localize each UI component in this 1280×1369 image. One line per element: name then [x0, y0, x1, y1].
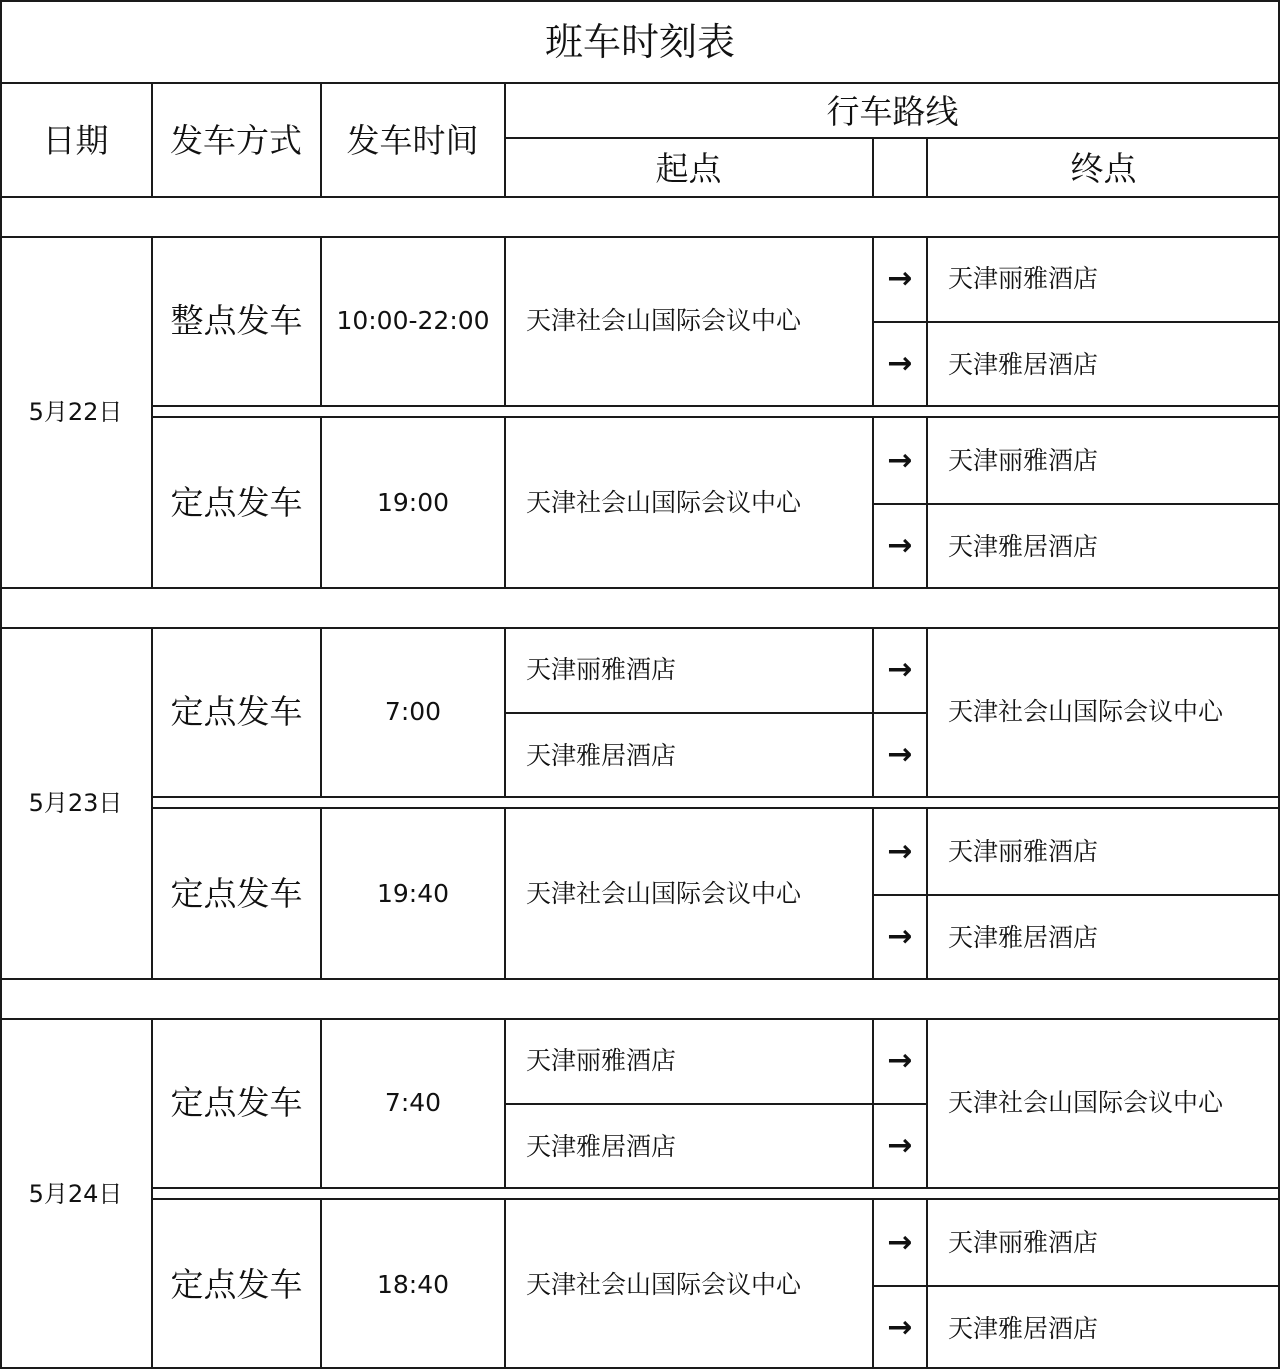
route-arrow-icon: →: [887, 1224, 913, 1260]
departure-mode-cell: 定点发车: [170, 692, 303, 731]
start-location-cell: 天津雅居酒店: [526, 740, 677, 770]
departure-mode-cell: 定点发车: [170, 1083, 303, 1122]
header-end: 终点: [1070, 149, 1137, 188]
start-location-cell: 天津社会山国际会议中心: [526, 1270, 802, 1299]
header-time: 发车时间: [346, 121, 479, 160]
route-header-divider: [504, 137, 1280, 139]
header-date: 日期: [42, 121, 109, 160]
route-arrow-icon: →: [887, 833, 913, 869]
end-location-cell: 天津雅居酒店: [948, 531, 1099, 561]
end-location-cell: 天津丽雅酒店: [948, 264, 1099, 293]
route-arrow-icon: →: [887, 1042, 913, 1078]
start-location-cell: 天津社会山国际会议中心: [526, 306, 802, 335]
day-date-cell: 5月22日: [28, 397, 123, 426]
end-location-cell: 天津社会山国际会议中心: [948, 1088, 1224, 1117]
end-location-cell: 天津丽雅酒店: [948, 1228, 1099, 1257]
route-arrow-icon: →: [887, 346, 913, 381]
start-location-cell: 天津丽雅酒店: [526, 1046, 677, 1075]
header-column-divider: [151, 82, 153, 198]
start-location-cell: 天津社会山国际会议中心: [526, 879, 802, 908]
departure-time-cell: 7:00: [384, 697, 442, 726]
start-location-cell: 天津社会山国际会议中心: [526, 488, 802, 517]
route-arrow-icon: →: [887, 1310, 913, 1345]
end-location-cell: 天津丽雅酒店: [948, 446, 1099, 475]
route-arrow-icon: →: [887, 528, 913, 563]
departure-mode-cell: 定点发车: [170, 1265, 303, 1304]
day-date-cell: 5月24日: [28, 1179, 123, 1208]
departure-time-cell: 7:40: [384, 1088, 442, 1117]
group-divider: [151, 405, 1280, 407]
route-arrow-icon: →: [887, 737, 913, 772]
header-column-divider: [926, 137, 928, 198]
header-column-divider: [872, 137, 874, 198]
group-divider: [151, 1187, 1280, 1189]
departure-mode-cell: 定点发车: [170, 483, 303, 522]
route-arrow-icon: →: [887, 919, 913, 954]
departure-time-cell: 18:40: [376, 1270, 450, 1299]
table-border-top: [0, 0, 1280, 2]
timetable-title: 班车时刻表: [544, 20, 735, 64]
group-divider: [151, 796, 1280, 798]
header-mode: 发车方式: [170, 121, 302, 160]
end-location-cell: 天津丽雅酒店: [948, 837, 1099, 866]
start-location-cell: 天津雅居酒店: [526, 1131, 677, 1161]
departure-time-cell: 19:00: [376, 488, 450, 517]
end-location-cell: 天津雅居酒店: [948, 1313, 1099, 1343]
route-arrow-icon: →: [887, 651, 913, 687]
departure-time-cell: 10:00-22:00: [336, 306, 490, 335]
end-location-cell: 天津雅居酒店: [948, 922, 1099, 952]
day-bottom-divider: [0, 587, 1280, 589]
departure-time-cell: 19:40: [376, 879, 450, 908]
departure-mode-cell: 定点发车: [170, 874, 303, 913]
end-location-cell: 天津雅居酒店: [948, 349, 1099, 379]
header-bottom-divider: [0, 196, 1280, 198]
route-arrow-icon: →: [887, 260, 913, 296]
route-arrow-icon: →: [887, 442, 913, 478]
header-route: 行车路线: [826, 92, 959, 131]
start-location-cell: 天津丽雅酒店: [526, 655, 677, 684]
day-date-cell: 5月23日: [28, 788, 123, 817]
day-bottom-divider: [0, 978, 1280, 980]
header-column-divider: [504, 82, 506, 198]
header-start: 起点: [655, 149, 722, 188]
departure-mode-cell: 整点发车: [170, 301, 303, 340]
end-location-cell: 天津社会山国际会议中心: [948, 697, 1224, 726]
title-divider: [0, 82, 1280, 84]
route-arrow-icon: →: [887, 1128, 913, 1163]
header-column-divider: [320, 82, 322, 198]
